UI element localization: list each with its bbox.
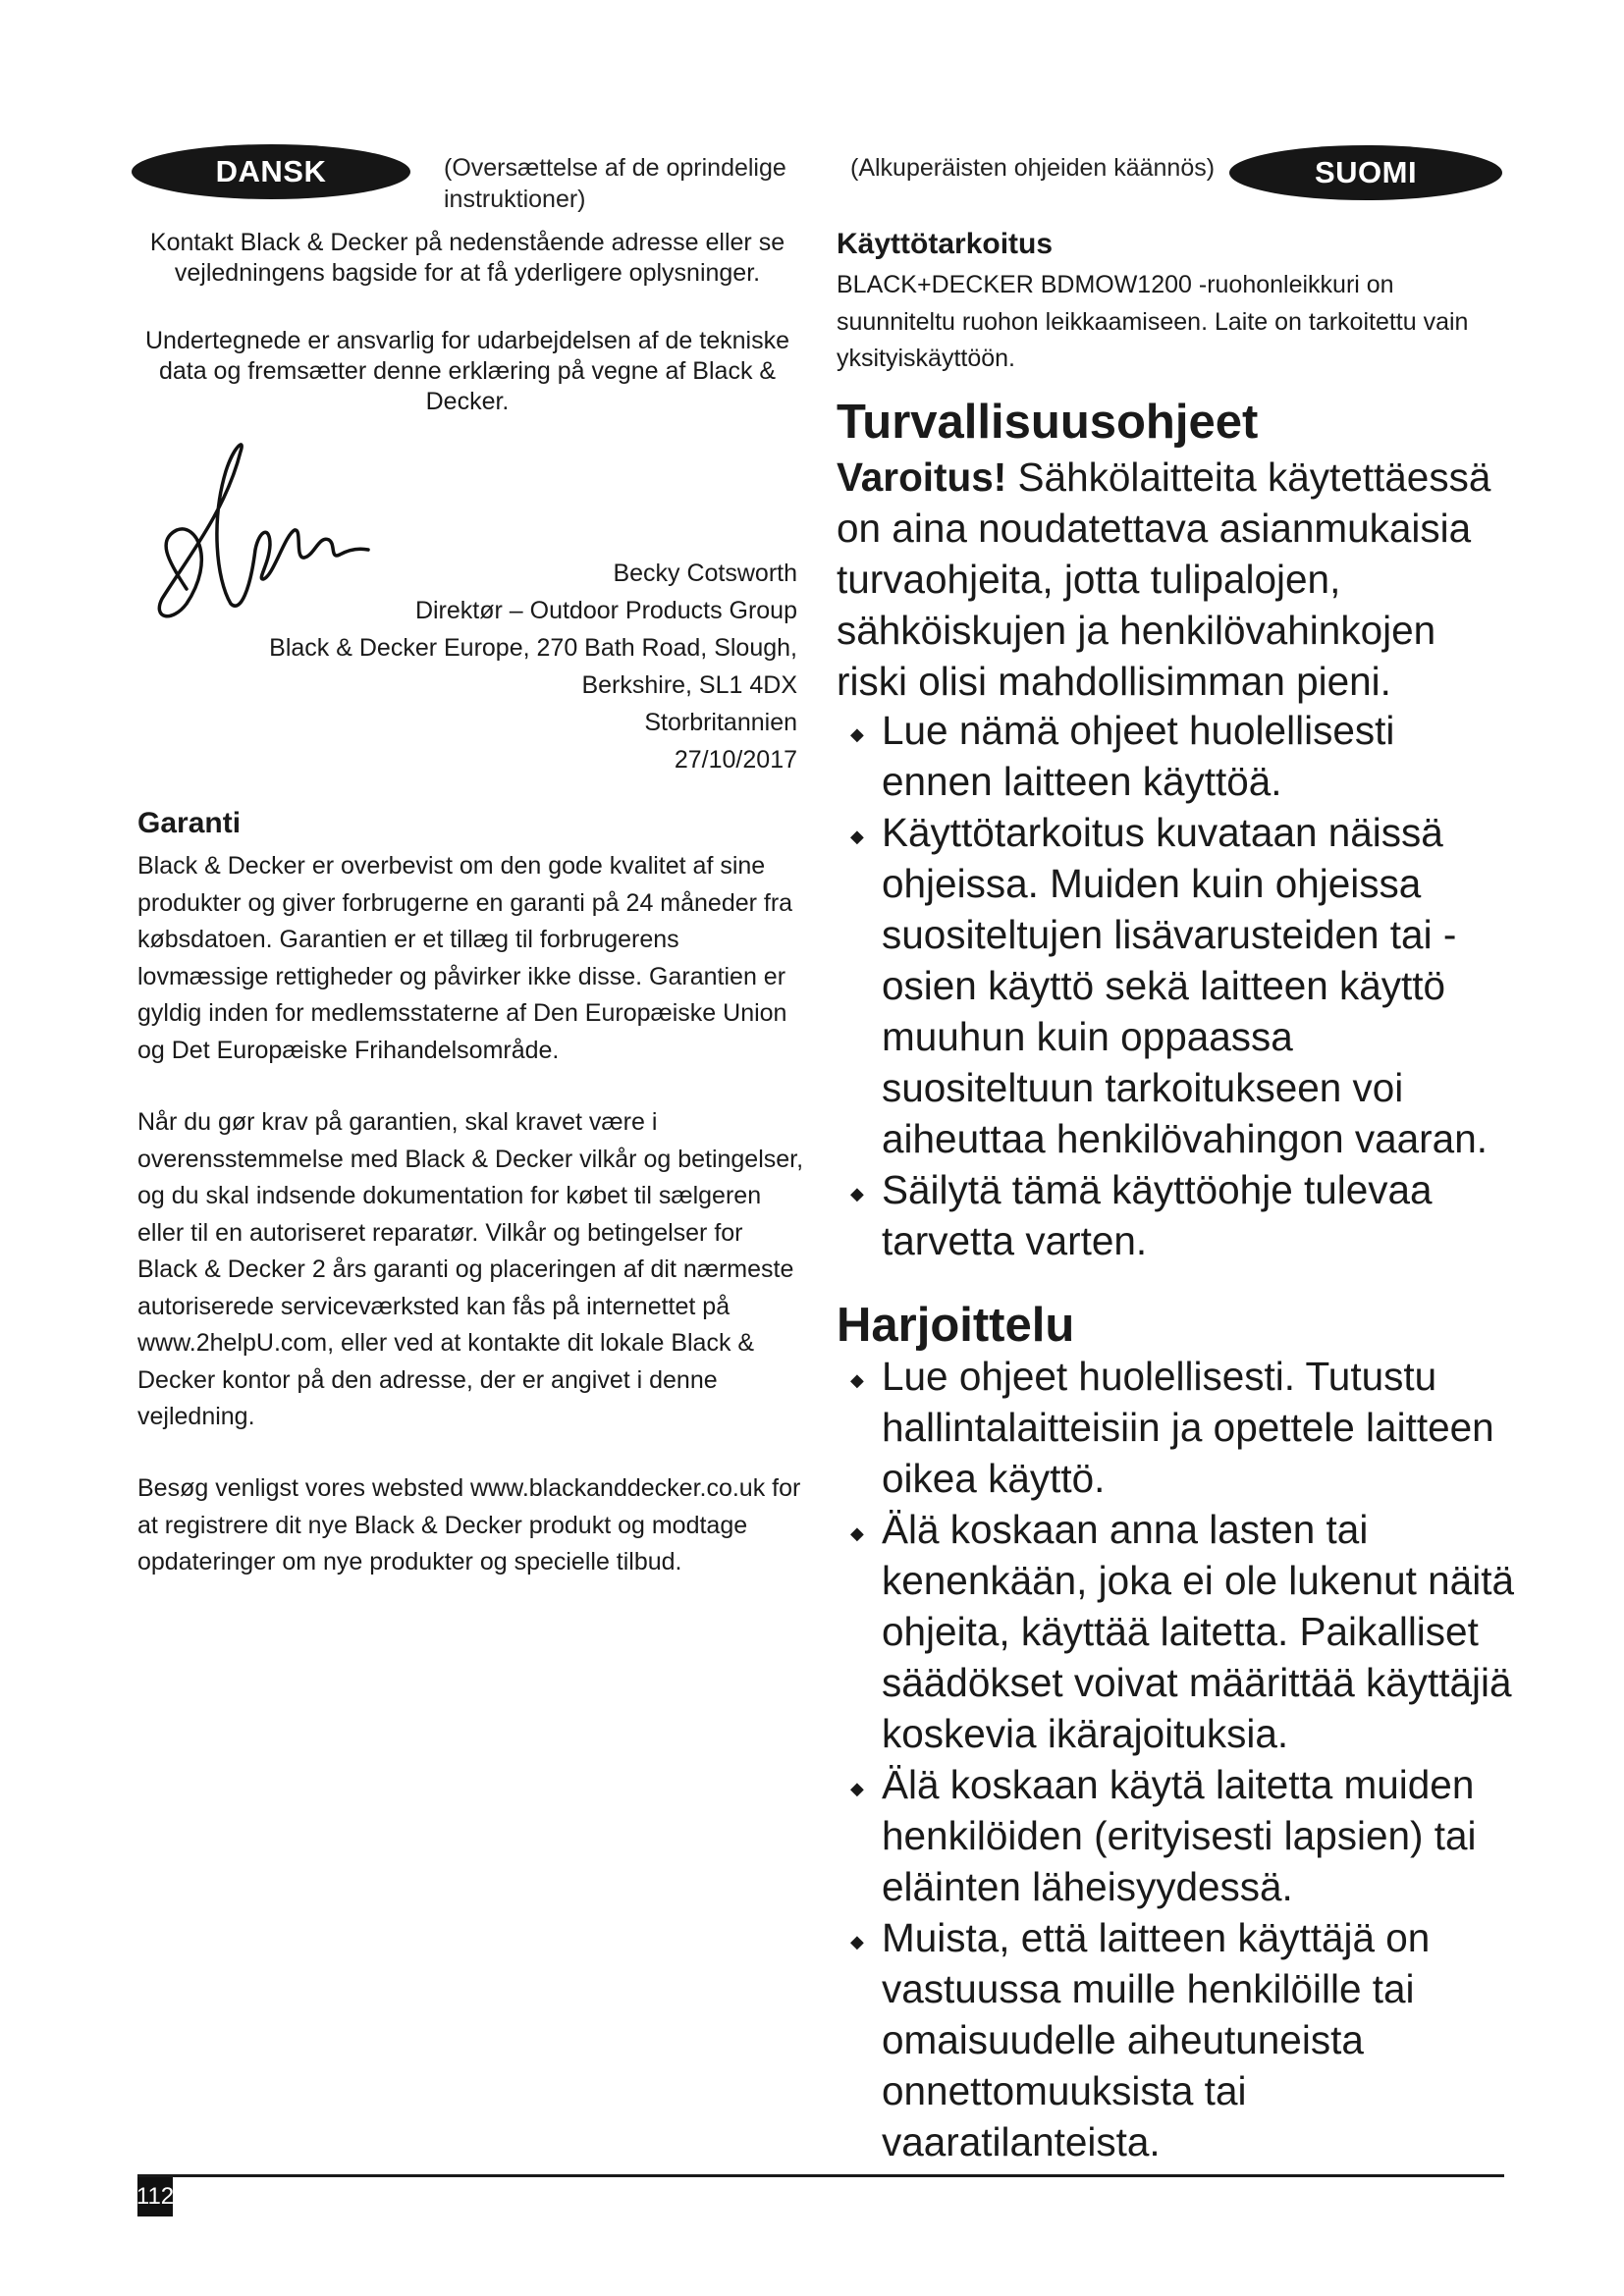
bullet-icon: ◆ bbox=[850, 1932, 864, 1951]
address-line: Black & Decker Europe, 270 Bath Road, Slough, bbox=[269, 634, 797, 662]
footer-divider bbox=[137, 2174, 1504, 2177]
intended-use-heading: Käyttötarkoitus bbox=[837, 228, 1054, 260]
safety-list bbox=[837, 705, 1514, 1266]
bullet-icon: ◆ bbox=[850, 1370, 864, 1390]
address-line: Becky Cotsworth bbox=[613, 560, 797, 587]
address-line: Storbritannien bbox=[644, 709, 797, 736]
warning-text: Sähkölaitteita käytettäessä on aina noudatettava asianmukaisia turvaohjeita, jotta tulipalojen, sähköiskujen ja henkilövahinkojen riski olisi mahdollisimman pieni. bbox=[837, 454, 1491, 704]
language-label-dansk: DANSK bbox=[132, 144, 410, 199]
translation-note-dansk: (Oversættelse af de oprindelige instruktioner) bbox=[444, 154, 786, 213]
declaration-paragraph: Undertegnede er ansvarlig for udarbejdelsen af de tekniske data og fremsætter denne erklæring på vegne af Black & Decker. bbox=[145, 327, 789, 415]
list-item: ◆ Lue ohjeet huolellisesti. Tutustu hallintalaitteisiin ja opettele laitteen oikea käyttö. bbox=[837, 1351, 1514, 1504]
address-line: Direktør – Outdoor Products Group bbox=[414, 597, 797, 624]
warning-paragraph bbox=[837, 452, 1514, 707]
language-label-suomi: SUOMI bbox=[1229, 145, 1502, 200]
safety-heading: Turvallisuusohjeet bbox=[837, 396, 1259, 449]
website-paragraph: Besøg venligst vores websted www.blackanddecker.co.uk for at registrere dit nye Black & Decker produkt og modtage opdateringer om nye produkter og specielle tilbud. bbox=[137, 1474, 801, 1575]
translation-note-suomi: (Alkuperäisten ohjeiden käännös) bbox=[850, 154, 1216, 182]
warranty-paragraph: Black & Decker er overbevist om den gode kvalitet af sine produkter og giver forbrugerne en garanti på 24 måneder fra købsdatoen. Garantien er et tillæg til forbrugerens lovmæssige rettigheder og påvirker ikke disse. Garantien er gyldig inden for medlemsstaterne af Den Europæiske Union og Det Europæiske Frihandelsområde. bbox=[137, 852, 793, 1064]
bullet-icon: ◆ bbox=[850, 1184, 864, 1203]
contact-paragraph: Kontakt Black & Decker på nedenstående adresse eller se vejledningens bagside for at få yderligere oplysninger. bbox=[149, 229, 785, 287]
bullet-icon: ◆ bbox=[850, 1779, 864, 1798]
practice-list bbox=[837, 1351, 1514, 2167]
list-item: ◆ Käyttötarkoitus kuvataan näissä ohjeissa. Muiden kuin ohjeissa suositeltujen lisävarusteiden tai -osien käyttö sekä laitteen käyttö muuhun kuin oppaassa suositeltuun tarkoitukseen voi aiheuttaa henkilövahingon vaaran. bbox=[837, 807, 1514, 1164]
list-item: ◆ Säilytä tämä käyttöohje tulevaa tarvetta varten. bbox=[837, 1164, 1514, 1266]
bullet-icon: ◆ bbox=[850, 827, 864, 846]
warning-label: Varoitus! bbox=[837, 454, 1007, 500]
warranty-claim-paragraph: Når du gør krav på garantien, skal kravet være i overensstemmelse med Black & Decker vilkår og betingelser, og du skal indsende dokumentation for købet til sælgeren eller til en autoriseret reparatør. Vilkår og betingelser for Black & Decker 2 års garanti og placeringen af dit nærmeste autoriserede serviceværksted kan fås på internettet på www.2helpU.com, eller ved at kontakte dit lokale Black & Decker kontor på den adresse, der er angivet i denne vejledning. bbox=[137, 1108, 804, 1430]
page-number: 112 bbox=[137, 2177, 173, 2216]
bullet-icon: ◆ bbox=[850, 724, 864, 744]
bullet-icon: ◆ bbox=[850, 1523, 864, 1543]
list-item: ◆ Älä koskaan käytä laitetta muiden henkilöiden (erityisesti lapsien) tai eläinten läheisyydessä. bbox=[837, 1759, 1514, 1912]
list-item: ◆ Lue nämä ohjeet huolellisesti ennen laitteen käyttöä. bbox=[837, 705, 1514, 807]
practice-heading: Harjoittelu bbox=[837, 1299, 1075, 1352]
address-date: 27/10/2017 bbox=[674, 746, 797, 774]
list-item: ◆ Muista, että laitteen käyttäjä on vastuussa muille henkilöille tai omaisuudelle aiheutuneista onnettomuuksista tai vaaratilanteista. bbox=[837, 1912, 1514, 2167]
list-item: ◆ Älä koskaan anna lasten tai kenenkään, joka ei ole lukenut näitä ohjeita, käyttää laitetta. Paikalliset säädökset voivat määrittää käyttäjiä koskevia ikärajoituksia. bbox=[837, 1504, 1514, 1759]
address-line: Berkshire, SL1 4DX bbox=[581, 671, 797, 699]
warranty-heading: Garanti bbox=[137, 807, 242, 839]
intended-use-paragraph: BLACK+DECKER BDMOW1200 -ruohonleikkuri on suunniteltu ruohon leikkaamiseen. Laite on tarkoitettu vain yksityiskäyttöön. bbox=[837, 271, 1469, 372]
